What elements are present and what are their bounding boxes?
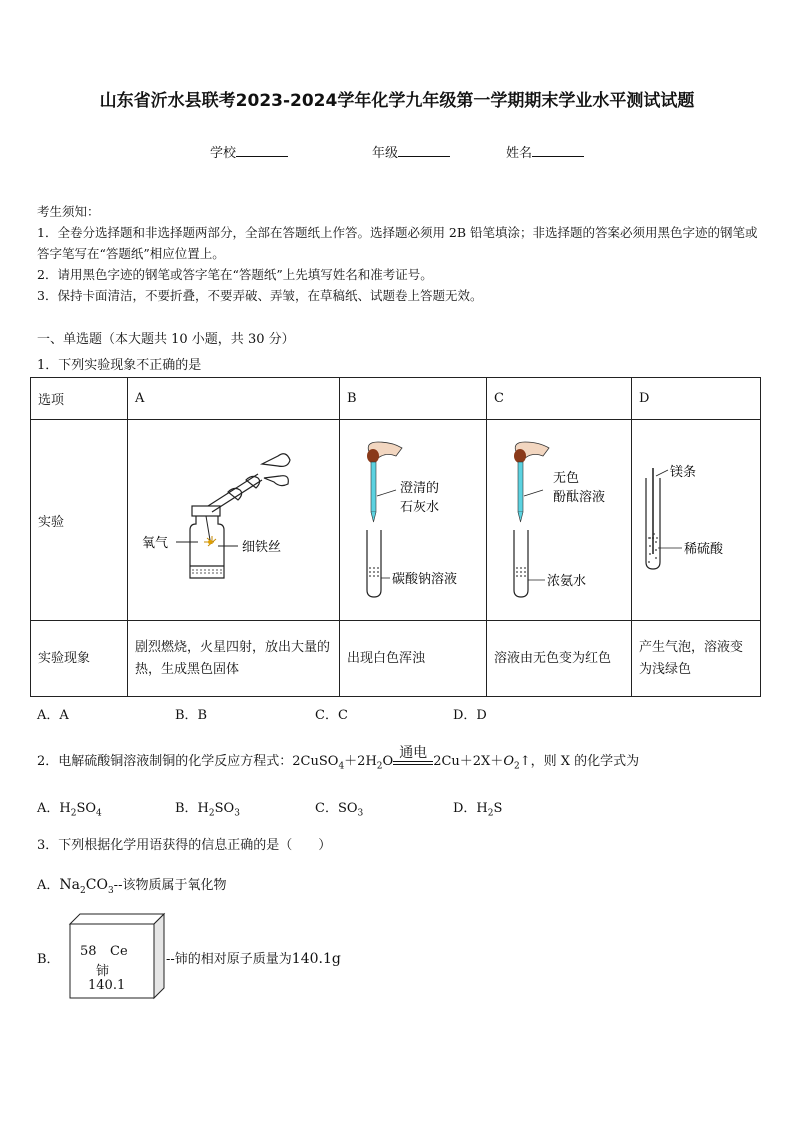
q1-option[interactable]: B．B — [175, 708, 208, 723]
q1-option[interactable]: C．C — [315, 708, 348, 723]
magnesium-figure — [632, 420, 760, 616]
label-dropper-b1: 澄清的 — [400, 481, 440, 496]
dropper-figure-b — [340, 420, 486, 616]
question-1-stem: 1．下列实验现象不正确的是 — [37, 358, 202, 373]
q3-option-b-value: 140.1g — [291, 951, 341, 967]
notice-item: 2．请用黑色字迹的钢笔或答字笔在“答题纸”上先填写姓名和准考证号。 — [37, 267, 433, 282]
header-cell: B — [340, 378, 487, 420]
label-tube-b: 碳酸钠溶液 — [392, 572, 458, 587]
formula-na2co3: $Na_2CO_3$ — [59, 877, 114, 896]
q2-option-text: C．SO — [315, 801, 358, 816]
phenomenon-cell: 出现白色浑浊 — [340, 621, 487, 697]
q2-option-text: A．H — [37, 801, 71, 816]
figure-b-cell — [340, 420, 487, 621]
row-label: 实验 — [31, 420, 128, 621]
q3-option-a-text: --该物质属于氧化物 — [113, 878, 227, 893]
section-heading: 一、单选题（本大题共 10 小题，共 30 分） — [37, 332, 295, 347]
grade-field[interactable] — [372, 142, 450, 161]
q2-stem-suffix: ，则 X 的化学式为 — [530, 754, 640, 769]
q1-option[interactable]: D．D — [453, 708, 487, 723]
table-experiment-row — [31, 420, 761, 621]
q2-equation: $2CuSO_4+2H_2O$ 通电 $2Cu+2X+O_2↑$ — [292, 754, 530, 769]
page-title: 山东省沂水县联考2023-2024学年化学九年级第一学期期末学业水平测试试题 — [99, 91, 695, 111]
header-cell: D — [632, 378, 761, 420]
label-iron-wire: 细铁丝 — [242, 540, 282, 555]
school-field[interactable] — [210, 142, 288, 161]
q1-option[interactable]: A．A — [37, 708, 69, 723]
iron-burning-figure — [128, 420, 339, 616]
label-dropper-c1: 无色 — [553, 471, 580, 486]
notice-item: 1．全卷分选择题和非选择题两部分，全部在答题纸上作答。选择题必须用 2B 铅笔填涂；非选择题的答案必须用黑色字迹的钢笔或答字笔写在“答题纸”相应位置上。 — [37, 225, 758, 261]
q2-option[interactable]: D．$H_2S$ — [453, 797, 502, 819]
header-cell: 选项 — [31, 378, 128, 420]
school-label: 学校 — [210, 146, 237, 161]
q2-option[interactable]: A．$H_2SO_4$ — [37, 797, 102, 819]
row-label: 实验现象 — [31, 621, 128, 697]
phenomenon-cell: 产生气泡，溶液变为浅绿色 — [632, 621, 761, 697]
name-label: 姓名 — [506, 146, 533, 161]
question-3-stem: 3．下列根据化学用语获得的信息正确的是（ ） — [37, 838, 332, 853]
element-symbol: Ce — [110, 944, 128, 959]
phenomenon-cell: 溶液由无色变为红色 — [487, 621, 632, 697]
label-magnesium: 镁条 — [670, 465, 697, 480]
label-acid: 稀硫酸 — [684, 542, 724, 557]
phenomenon-cell: 剧烈燃烧，火星四射，放出大量的热，生成黑色固体 — [128, 621, 340, 697]
q3-option-b-text — [166, 948, 341, 967]
table-phenomenon-row — [31, 621, 761, 697]
label-tube-c: 浓氨水 — [547, 574, 587, 589]
label-dropper-b2: 石灰水 — [400, 500, 440, 515]
element-number: 58 — [80, 944, 97, 959]
header-cell: A — [128, 378, 340, 420]
label-oxygen: 氧气 — [142, 536, 169, 551]
q2-stem-prefix: 2．电解硫酸铜溶液制铜的化学反应方程式： — [37, 754, 293, 769]
q2-option[interactable]: B．$H_2SO_3$ — [175, 797, 240, 819]
q2-option-text: B．H — [175, 801, 209, 816]
question-2-stem — [37, 745, 640, 772]
dropper-figure-c — [487, 420, 631, 616]
figure-d-cell — [632, 420, 761, 621]
q2-condition: 通电 — [399, 745, 428, 761]
q3-option-b-label[interactable]: B． — [37, 952, 60, 967]
notice-block — [37, 201, 759, 306]
table-header-row — [31, 378, 761, 420]
grade-label: 年级 — [372, 146, 399, 161]
element-name: 铈 — [96, 964, 110, 979]
figure-c-cell — [487, 420, 632, 621]
notice-heading: 考生须知： — [37, 204, 100, 219]
q3-option-a[interactable] — [37, 874, 226, 896]
q3-option-b-desc: --铈的相对原子质量为 — [166, 952, 292, 967]
header-cell: C — [487, 378, 632, 420]
figure-a-cell — [128, 420, 340, 621]
q2-option[interactable]: C．$SO_3$ — [315, 797, 363, 819]
q3-option-a-label: A． — [37, 878, 60, 893]
experiment-table — [30, 377, 761, 697]
notice-item: 3．保持卡面清洁，不要折叠，不要弄破、弄皱，在草稿纸、试题卷上答题无效。 — [37, 288, 483, 303]
label-dropper-c2: 酚酞溶液 — [553, 490, 606, 505]
element-mass: 140.1 — [88, 978, 126, 993]
name-field[interactable] — [506, 142, 584, 161]
q2-option-text: D．H — [453, 801, 488, 816]
